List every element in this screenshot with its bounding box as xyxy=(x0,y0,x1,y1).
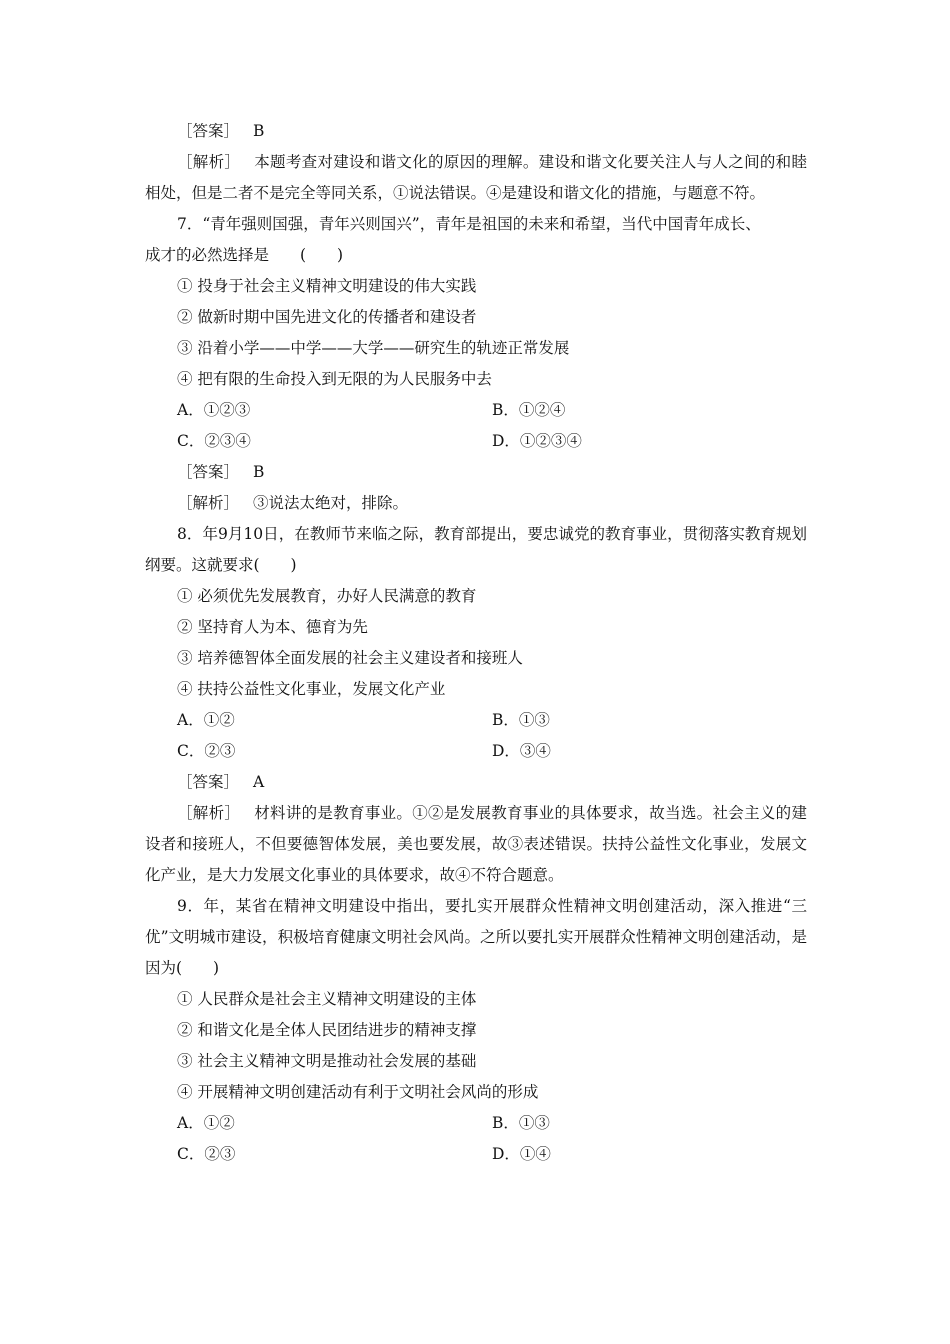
q8-option-c: C．②③ xyxy=(177,742,236,760)
q7-answer xyxy=(145,457,807,488)
q7-item-1: ① 投身于社会主义精神文明建设的伟大实践 xyxy=(177,277,477,295)
q8-options-row-2 xyxy=(145,736,807,767)
q7-option-d: D．①②③④ xyxy=(492,432,582,450)
q9-item-2: ② 和谐文化是全体人民团结进步的精神支撑 xyxy=(177,1021,477,1039)
q9-option-a: A．①② xyxy=(177,1114,235,1132)
analysis-tag: ［解析］ xyxy=(177,804,241,822)
q9-option-b: B．①③ xyxy=(492,1114,550,1132)
q8-options-row-1 xyxy=(145,705,807,736)
q8-item-3: ③ 培养德智体全面发展的社会主义建设者和接班人 xyxy=(177,649,523,667)
q8-option-d: D．③④ xyxy=(492,742,551,760)
q7-item-3: ③ 沿着小学——中学——大学——研究生的轨迹正常发展 xyxy=(177,339,570,357)
q7-option-c: C．②③④ xyxy=(177,432,251,450)
q7-item-4: ④ 把有限的生命投入到无限的为人民服务中去 xyxy=(177,370,492,388)
analysis-text: 材料讲的是教育事业。①②是发展教育事业的具体要求，故当选。社会主义的建设者和接班人，不但要德智体发展，美也要发展，故③表述错误。扶持公益性文化事业，发展文化产业，是大力发展文化事业的具体要求，故④不符合题意。 xyxy=(145,804,807,884)
q8-analysis xyxy=(145,798,807,891)
analysis-tag: ［解析］ xyxy=(177,494,240,512)
q6-answer xyxy=(145,116,807,147)
q8-answer xyxy=(145,767,807,798)
q8-item-2: ② 坚持育人为本、德育为先 xyxy=(177,618,368,636)
q9-item-3: ③ 社会主义精神文明是推动社会发展的基础 xyxy=(177,1052,477,1070)
answer-value: B xyxy=(253,463,265,481)
q8-stem: 8．年9月10日，在教师节来临之际，教育部提出，要忠诚党的教育事业，贯彻落实教育规划纲要。这就要求( ) xyxy=(145,525,807,574)
answer-value: A xyxy=(253,773,265,791)
q8-item-1: ① 必须优先发展教育，办好人民满意的教育 xyxy=(177,587,477,605)
q9-options-row-1 xyxy=(145,1108,807,1139)
analysis-text: ③说法太绝对，排除。 xyxy=(253,494,409,512)
q7-analysis xyxy=(145,488,807,519)
q8-item-4: ④ 扶持公益性文化事业，发展文化产业 xyxy=(177,680,446,698)
q7-option-b: B．①②④ xyxy=(492,401,566,419)
answer-value: B xyxy=(253,122,265,140)
answer-tag: ［答案］ xyxy=(177,773,240,791)
q7-options-row-1 xyxy=(145,395,807,426)
q9-item-1: ① 人民群众是社会主义精神文明建设的主体 xyxy=(177,990,477,1008)
q6-analysis xyxy=(145,147,807,209)
q9-option-d: D．①④ xyxy=(492,1145,551,1163)
q8-option-a: A．①② xyxy=(177,711,235,729)
answer-tag: ［答案］ xyxy=(177,122,240,140)
q7-option-a: A．①②③ xyxy=(177,401,251,419)
analysis-text: 本题考查对建设和谐文化的原因的理解。建设和谐文化要关注人与人之间的和睦相处，但是二者不是完全等同关系，①说法错误。④是建设和谐文化的措施，与题意不符。 xyxy=(145,153,807,202)
q9-stem: 9．年，某省在精神文明建设中指出，要扎实开展群众性精神文明创建活动，深入推进“三优”文明城市建设，积极培育健康文明社会风尚。之所以要扎实开展群众性精神文明创建活动，是因为( ) xyxy=(145,897,807,977)
q9-options-row-2 xyxy=(145,1139,807,1170)
q7-stem-line1: 7．“青年强则国强，青年兴则国兴”，青年是祖国的未来和希望，当代中国青年成长、 xyxy=(177,215,761,233)
q9-item-4: ④ 开展精神文明创建活动有利于文明社会风尚的形成 xyxy=(177,1083,539,1101)
answer-tag: ［答案］ xyxy=(177,463,240,481)
analysis-tag: ［解析］ xyxy=(177,153,241,171)
q9-option-c: C．②③ xyxy=(177,1145,236,1163)
q8-option-b: B．①③ xyxy=(492,711,550,729)
q7-options-row-2 xyxy=(145,426,807,457)
q7-item-2: ② 做新时期中国先进文化的传播者和建设者 xyxy=(177,308,477,326)
document-page xyxy=(145,116,807,1170)
q7-stem-line2: 成才的必然选择是 ( ) xyxy=(145,246,344,264)
